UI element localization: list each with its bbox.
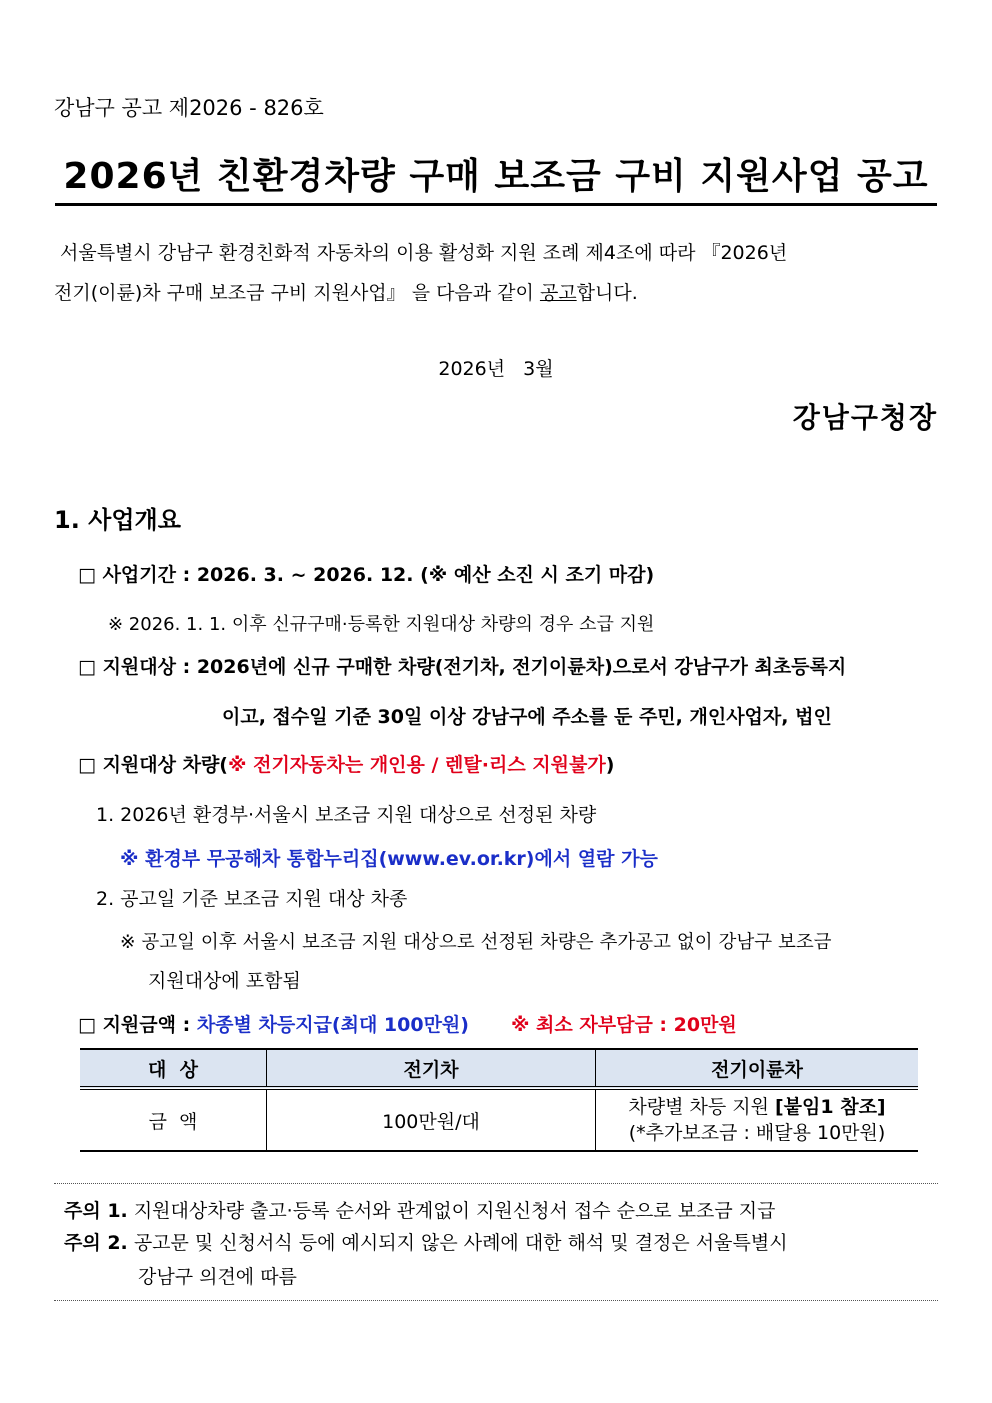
target-line-2: 이고, 접수일 기준 30일 이상 강남구에 주소를 둔 주민, 개인사업자, 법인: [222, 706, 832, 728]
section-1-heading: 1. 사업개요: [54, 506, 181, 534]
issuer: 강남구청장: [792, 401, 938, 434]
header-target: 대 상: [80, 1049, 267, 1088]
amount-row: [78, 1010, 737, 1037]
period-label: □ 사업기간 :: [78, 564, 197, 586]
note-2-text: 공고문 및 신청서식 등에 예시되지 않은 사례에 대한 해석 및 결정은 서울특별시: [133, 1232, 788, 1254]
period-note: ※ 2026. 1. 1. 이후 신규구매·등록한 지원대상 차량의 경우 소급 지원: [108, 614, 655, 635]
moto-extra-subsidy: (*추가보조금 : 배달용 10만원): [628, 1122, 886, 1144]
target-row: [78, 652, 846, 679]
intro-line-2-underlined: 공고: [539, 282, 577, 304]
notes-top-divider: [54, 1183, 938, 1184]
moto-amount-text: 차량별 차등 지원: [628, 1096, 775, 1118]
ev-amount: 100만원/대: [267, 1088, 596, 1151]
header-ev: 전기차: [267, 1049, 596, 1088]
row-label-amount: 금 액: [148, 1110, 198, 1133]
vehicle-label: □ 지원대상 차량(: [78, 754, 228, 776]
notes-bottom-divider: [54, 1300, 938, 1301]
notice-number: 강남구 공고 제2026 - 826호: [54, 96, 324, 120]
vehicle-item-1-note: ※ 환경부 무공해차 통합누리집(www.ev.or.kr)에서 열람 가능: [120, 848, 658, 870]
note-1: [64, 1196, 776, 1223]
note-2: [64, 1228, 788, 1255]
amount-label: □ 지원금액 :: [78, 1014, 197, 1036]
vehicle-restriction: ※ 전기자동차는 개인용 / 렌탈·리스 지원불가: [228, 754, 606, 776]
header-moto: 전기이륜차: [596, 1049, 919, 1088]
vehicle-item-2-note-2: 지원대상에 포함됨: [148, 970, 301, 992]
intro-line-1: 서울특별시 강남구 환경친화적 자동차의 이용 활성화 지원 조례 제4조에 따라 『2026년: [60, 242, 788, 264]
moto-amount-ref: [붙임1 참조]: [774, 1096, 886, 1118]
note-1-text: 지원대상차량 출고·등록 순서와 관계없이 지원신청서 접수 순으로 보조금 지급: [133, 1200, 776, 1222]
period-row: [78, 560, 654, 587]
intro-line-2: [54, 278, 638, 305]
note-1-label: 주의 1.: [64, 1200, 128, 1222]
vehicle-row: [78, 750, 614, 777]
amount-value: 차종별 차등지급(최대 100만원): [196, 1014, 469, 1036]
table-header-row: [80, 1049, 918, 1088]
intro-line-2-pre: 전기(이륜)차 구매 보조금 구비 지원사업』 을 다음과 같이: [54, 282, 540, 304]
vehicle-close: ): [605, 754, 615, 776]
vehicle-item-2: 2. 공고일 기준 보조금 지원 대상 차종: [96, 888, 408, 910]
moto-amount: [596, 1088, 919, 1151]
vehicle-item-2-note-1: ※ 공고일 이후 서울시 보조금 지원 대상으로 선정된 차량은 추가공고 없이 강남구 보조금: [120, 932, 832, 953]
min-self-pay: ※ 최소 자부담금 : 20만원: [510, 1014, 737, 1036]
intro-line-2-post: 합니다.: [576, 282, 638, 304]
subsidy-table: [80, 1048, 918, 1152]
note-2-text-2: 강남구 의견에 따름: [138, 1266, 297, 1288]
vehicle-item-1: 1. 2026년 환경부·서울시 보조금 지원 대상으로 선정된 차량: [96, 804, 597, 826]
table-row: [80, 1088, 918, 1151]
target-label: □ 지원대상 :: [78, 656, 197, 678]
target-line-1: 2026년에 신규 구매한 차량(전기차, 전기이륜차)으로서 강남구가 최초등록지: [196, 656, 847, 678]
note-2-label: 주의 2.: [64, 1232, 128, 1254]
page-title: 2026년 친환경차량 구매 보조금 구비 지원사업 공고: [55, 148, 937, 206]
notice-date: 2026년 3월: [438, 358, 554, 380]
period-value: 2026. 3. ~ 2026. 12. (※ 예산 소진 시 조기 마감): [196, 564, 655, 586]
